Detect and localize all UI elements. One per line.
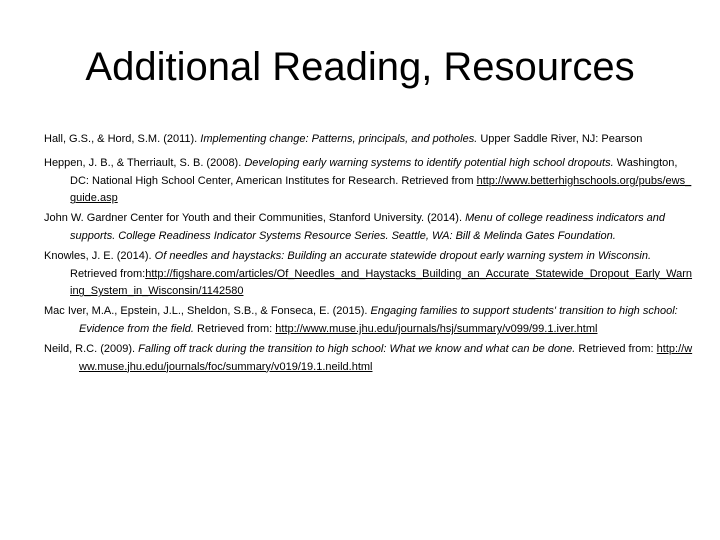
reference-publisher: Washington, DC: National High School Center, American Institutes for Research. Retrieved from [70, 156, 678, 187]
reference-authors: Knowles, J. E. (2014). [44, 249, 155, 262]
reference-title: Engaging families to support students' transition to high school: Evidence from the field. [79, 305, 678, 335]
reference-list [44, 131, 694, 378]
reference-title: Of needles and haystacks: Building an accurate statewide dropout early warning system in Wisconsin. [154, 249, 652, 262]
reference-title: Implementing change: Patterns, principals, and potholes. [200, 133, 478, 145]
reference-link[interactable]: http://www.muse.jhu.edu/journals/hsj/summary/v099/99.1.iver.html [275, 322, 598, 335]
slide-title: Additional Reading, Resources [85, 45, 635, 89]
reference-link[interactable]: http://www.muse.jhu.edu/journals/foc/summary/v019/19.1.neild.html [79, 342, 693, 373]
reference-authors: Mac Iver, M.A., Epstein, J.L., Sheldon, S.B., & Fonseca, E. (2015). [44, 305, 371, 318]
reference-item-knowles [44, 248, 694, 301]
reference-item-neild [44, 341, 694, 377]
reference-item-heppen [44, 155, 694, 208]
reference-authors: Hall, G.S., & Hord, S.M. (2011). [44, 133, 201, 145]
reference-publisher: Retrieved from: [193, 322, 276, 335]
reference-link[interactable]: http://www.betterhighschools.org/pubs/ews_guide.asp [70, 174, 692, 205]
reference-title: Falling off track during the transition to high school: What we know and what can be done. [138, 342, 576, 355]
reference-title: Menu of college readiness indicators and supports. College Readiness Indicator Systems Resource Series. Seattle, WA: Bill & Melinda Gates Foundation. [70, 212, 666, 242]
reference-item-maciver [44, 303, 694, 339]
reference-item-gardner [44, 210, 694, 246]
reference-publisher: Retrieved from: [575, 342, 657, 355]
reference-link[interactable]: http://figshare.com/articles/Of_Needles_and_Haystacks_Building_an_Accurate_Statewide_Dropout_Early_Warning_System_in_Wisconsin/1142580 [70, 267, 693, 298]
reference-publisher: Upper Saddle River, NJ: Pearson [477, 133, 643, 145]
reference-publisher: Retrieved from: [70, 267, 146, 280]
reference-authors: John W. Gardner Center for Youth and their Communities, Stanford University. (2014). [44, 212, 466, 225]
reference-authors: Neild, R.C. (2009). [44, 342, 139, 355]
reference-item-hall [44, 131, 694, 149]
reference-authors: Heppen, J. B., & Therriault, S. B. (2008). [44, 156, 245, 169]
reference-title: Developing early warning systems to identify potential high school dropouts. [244, 156, 614, 169]
